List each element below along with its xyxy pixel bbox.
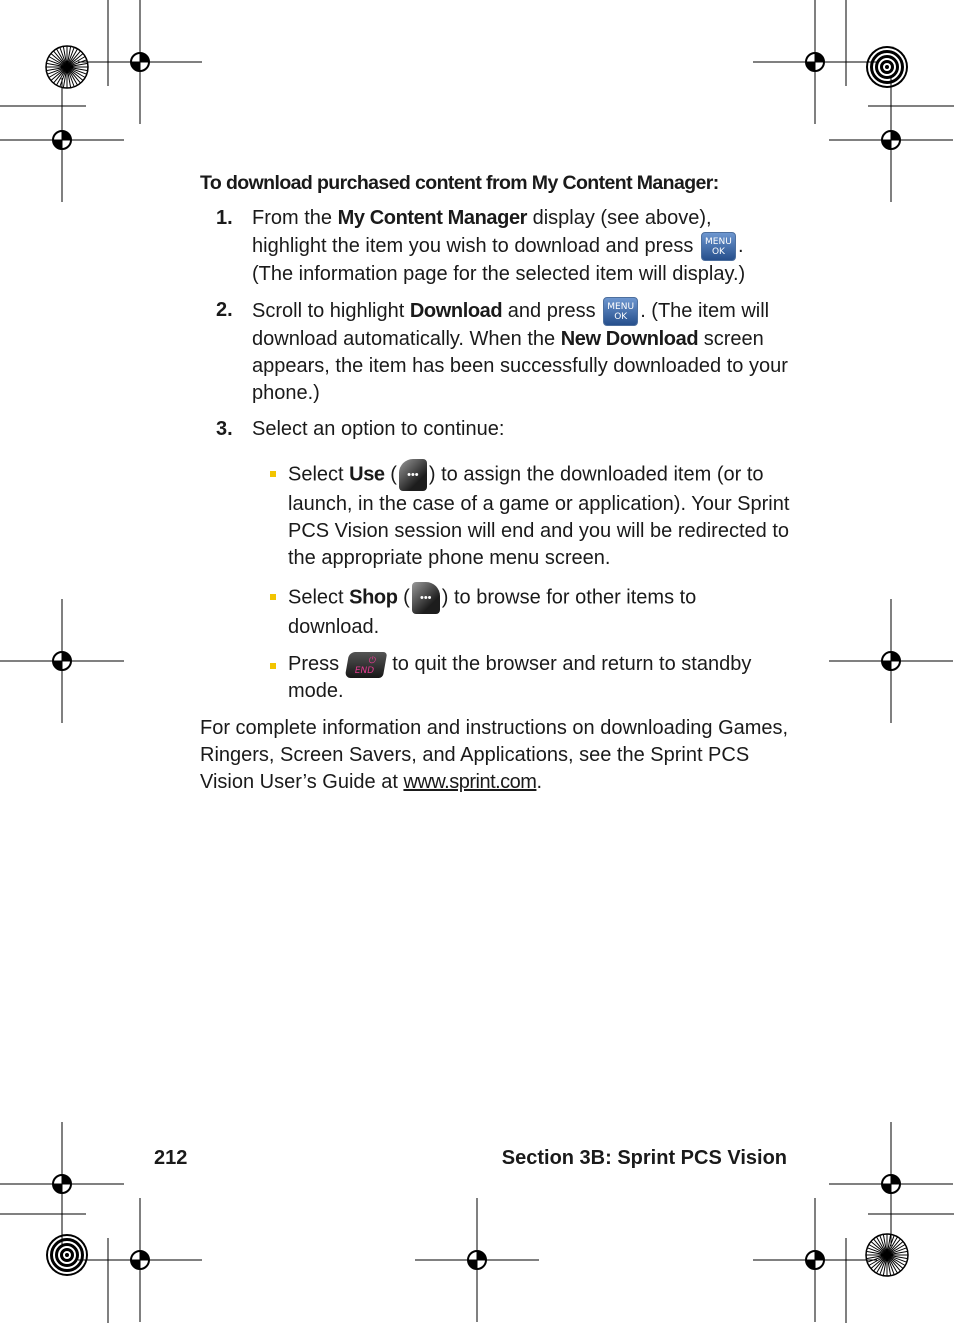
procedure-heading: To download purchased content from My Content Manager: — [200, 172, 719, 194]
step-3: 3. Select an option to continue: — [200, 416, 790, 443]
screen-name: New Download — [560, 328, 699, 350]
step-number: 2. — [216, 299, 233, 321]
target-icon — [866, 46, 908, 88]
page-number: 212 — [154, 1147, 188, 1169]
target-icon — [46, 1234, 88, 1276]
sprint-link[interactable]: www.sprint.com — [403, 771, 537, 793]
bullet-square-icon — [270, 594, 276, 600]
bullet-shop: Select Shop ( ••• ) to browse for other items to download. — [200, 582, 790, 641]
bullet-end: Press ⏻ END to quit the browser and return to standby mode. — [200, 651, 790, 705]
closing-paragraph: For complete information and instructions on downloading Games, Ringers, Screen Savers, and Applications, see the Sprint PCS Vision User’s Guide at www.sprint.com. — [200, 717, 789, 793]
bullet-square-icon — [270, 663, 276, 669]
end-key-icon: ⏻ END — [344, 652, 387, 678]
menu-ok-key-icon: MENU OK — [603, 297, 638, 326]
step-number: 3. — [216, 418, 233, 440]
menu-name: My Content Manager — [337, 207, 528, 229]
option-name: Use — [349, 463, 385, 486]
step-1: 1. From the My Content Manager display (see above), highlight the item you wish to download and press MENU OK . (The information page for the selected item will display.) — [216, 207, 746, 285]
bullet-use: Select Use ( ••• ) to assign the downloaded item (or to launch, in the case of a game or application). Your Sprint PCS Vision session will end and you will be redirected to the appropriate phone menu screen. — [200, 459, 790, 572]
option-name: Download — [409, 299, 503, 322]
menu-ok-key-icon: MENU OK — [701, 232, 736, 261]
option-name: Shop — [349, 586, 398, 609]
section-title: Section 3B: Sprint PCS Vision — [501, 1147, 787, 1169]
bullet-square-icon — [270, 471, 276, 477]
left-softkey-icon: ••• — [399, 459, 427, 491]
page-content — [200, 170, 790, 796]
right-softkey-icon: ••• — [412, 582, 440, 614]
step-number: 1. — [216, 207, 233, 229]
step-2: 2. Scroll to highlight Download and press MENU OK . (The item will download automatically. When the New Download screen appears, the item has been successfully downloaded to your phone.) — [216, 299, 788, 404]
